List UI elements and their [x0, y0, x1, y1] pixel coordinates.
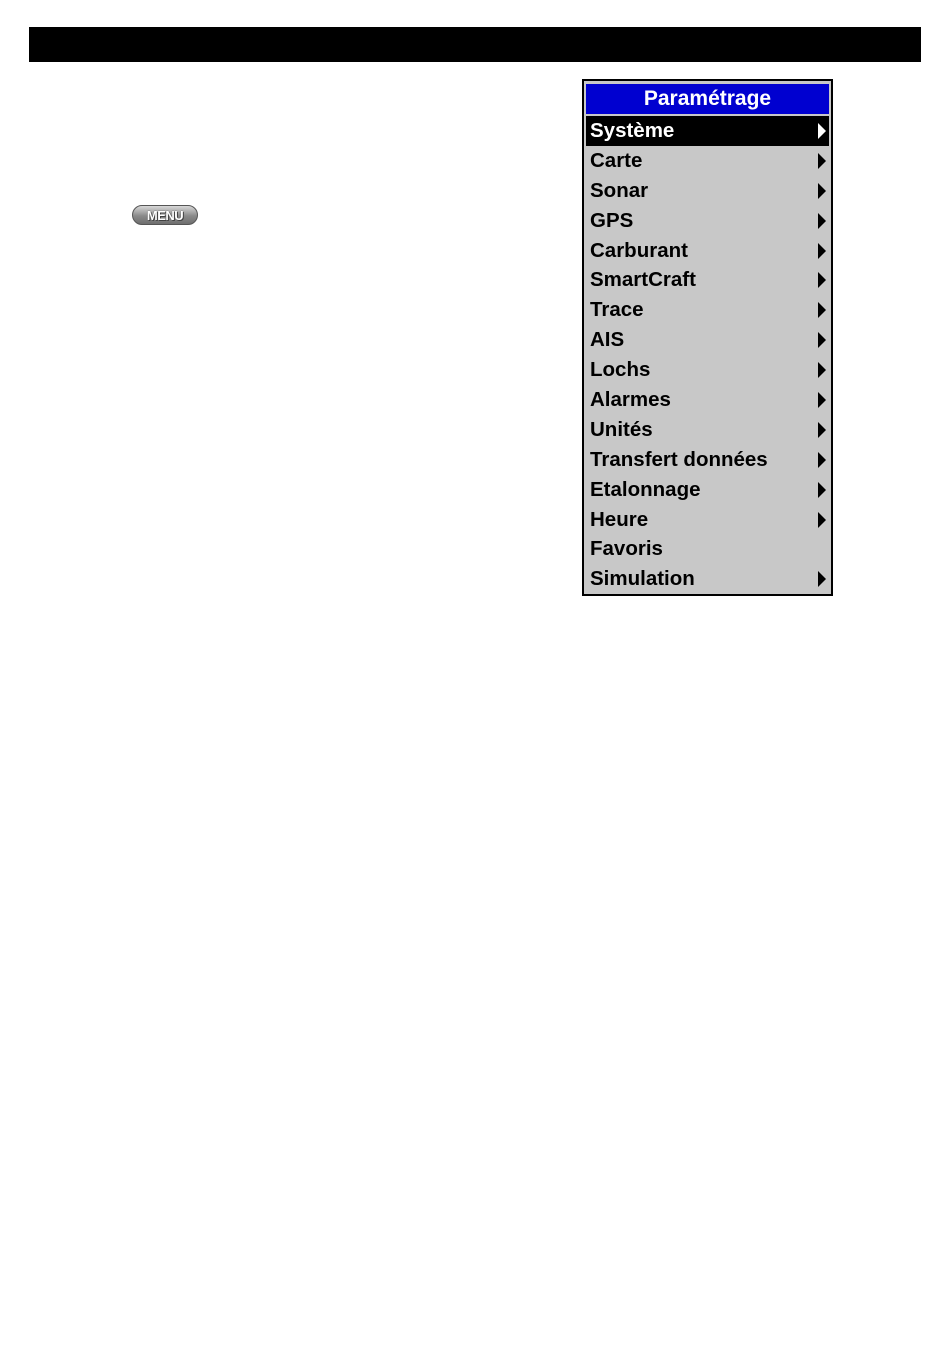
menu-item-etalonnage[interactable]: [586, 475, 829, 505]
submenu-arrow-icon: [818, 213, 826, 229]
menu-item-simulation[interactable]: [586, 564, 829, 594]
menu-item-unites[interactable]: [586, 415, 829, 445]
menu-item-label: Carte: [590, 148, 643, 172]
menu-item-label: Lochs: [590, 358, 651, 382]
menu-item-label: Etalonnage: [590, 477, 701, 501]
menu-item-lochs[interactable]: [586, 355, 829, 385]
menu-item-transfert-donnees[interactable]: [586, 445, 829, 475]
submenu-arrow-icon: [818, 571, 826, 587]
settings-menu-list: [586, 116, 829, 594]
menu-item-heure[interactable]: [586, 505, 829, 535]
menu-item-label: Unités: [590, 417, 653, 441]
submenu-arrow-icon: [818, 452, 826, 468]
menu-item-label: Trace: [590, 298, 644, 322]
menu-item-systeme[interactable]: [586, 116, 829, 146]
menu-item-label: Simulation: [590, 567, 695, 591]
menu-item-label: Sonar: [590, 178, 649, 202]
submenu-arrow-icon: [818, 302, 826, 318]
menu-item-label: SmartCraft: [590, 268, 696, 292]
menu-item-smartcraft[interactable]: [586, 265, 829, 295]
menu-item-label: Transfert données: [590, 447, 768, 471]
menu-item-label: Carburant: [590, 238, 688, 262]
submenu-arrow-icon: [818, 362, 826, 378]
menu-item-trace[interactable]: [586, 295, 829, 325]
submenu-arrow-icon: [818, 123, 826, 139]
page-header-bar: [29, 27, 921, 62]
submenu-arrow-icon: [818, 183, 826, 199]
menu-item-carburant[interactable]: [586, 236, 829, 266]
settings-menu-title: Paramétrage: [586, 84, 829, 114]
submenu-arrow-icon: [818, 422, 826, 438]
submenu-arrow-icon: [818, 512, 826, 528]
menu-item-favoris[interactable]: [586, 534, 829, 564]
menu-item-label: AIS: [590, 328, 625, 352]
menu-item-gps[interactable]: [586, 206, 829, 236]
submenu-arrow-icon: [818, 482, 826, 498]
menu-item-label: Heure: [590, 507, 649, 531]
submenu-arrow-icon: [818, 392, 826, 408]
submenu-arrow-icon: [818, 243, 826, 259]
menu-item-ais[interactable]: [586, 325, 829, 355]
menu-item-carte[interactable]: [586, 146, 829, 176]
settings-menu-panel: [582, 79, 833, 596]
submenu-arrow-icon: [818, 153, 826, 169]
menu-item-alarmes[interactable]: [586, 385, 829, 415]
menu-item-label: Alarmes: [590, 388, 671, 412]
menu-key-button[interactable]: MENU: [132, 205, 198, 225]
submenu-arrow-icon: [818, 272, 826, 288]
submenu-arrow-icon: [818, 332, 826, 348]
menu-item-sonar[interactable]: [586, 176, 829, 206]
menu-item-label: Système: [590, 119, 675, 142]
menu-item-label: GPS: [590, 208, 634, 232]
menu-item-label: Favoris: [590, 537, 663, 561]
